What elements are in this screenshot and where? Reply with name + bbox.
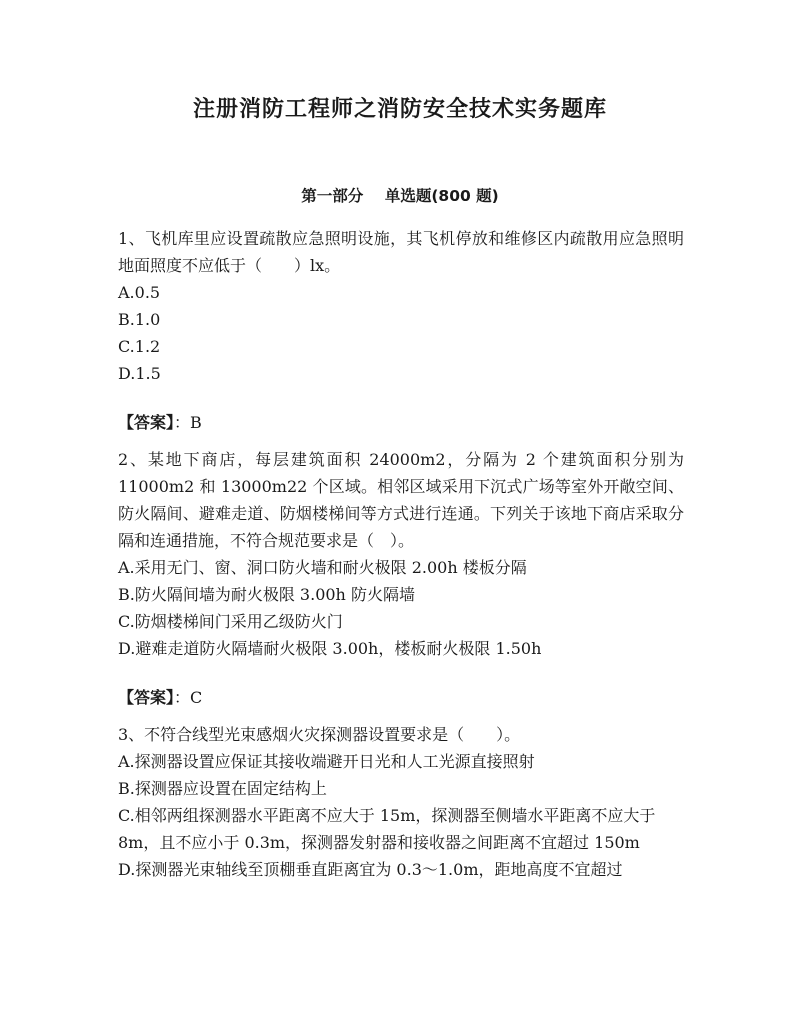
answer-value: ：C [174, 688, 203, 707]
question-list [118, 225, 684, 883]
option-c: C.1.2 [118, 337, 161, 356]
answer-value: ：B [174, 413, 202, 432]
question-1 [118, 225, 684, 436]
option-a: A.探测器设置应保证其接收端避开日光和人工光源直接照射 [118, 752, 535, 771]
option-a: A.0.5 [118, 283, 161, 302]
answer-label: 【答案】 [118, 413, 175, 432]
option-d: D.避难走道防火隔墙耐火极限 3.00h，楼板耐火极限 1.50h [118, 639, 542, 658]
question-stem: 3、不符合线型光束感烟火灾探测器设置要求是（ ）。 [118, 725, 521, 744]
option-c: C.防烟楼梯间门采用乙级防火门 [118, 612, 343, 631]
answer-line [118, 684, 684, 711]
question-stem: 1、飞机库里应设置疏散应急照明设施，其飞机停放和维修区内疏散用应急照明地面照度不应低于（ ）lx。 [118, 229, 684, 275]
question-2 [118, 446, 684, 711]
answer-label: 【答案】 [118, 688, 175, 707]
option-b: B.探测器应设置在固定结构上 [118, 779, 327, 798]
section-title: 第一部分 单选题(800 题) [301, 187, 499, 205]
answer-line [118, 409, 684, 436]
question-stem: 2、某地下商店，每层建筑面积 24000m2，分隔为 2 个建筑面积分别为 11000m2 和 13000m22 个区域。相邻区域采用下沉式广场等室外开敞空间、防火隔间、避难走道、防烟楼梯间等方式进行连通。下列关于该地下商店采取分隔和连通措施，不符合规范要求是（ ）。 [118, 450, 684, 550]
option-c: C.相邻两组探测器水平距离不应大于 15m，探测器至侧墙水平距离不应大于 8m，且不应小于 0.3m，探测器发射器和接收器之间距离不宜超过 150m [118, 806, 656, 852]
option-a: A.采用无门、窗、洞口防火墙和耐火极限 2.00h 楼板分隔 [118, 558, 527, 577]
document-title: 注册消防工程师之消防安全技术实务题库 [192, 97, 607, 122]
option-d: D.1.5 [118, 364, 161, 383]
question-3 [118, 721, 684, 883]
option-b: B.1.0 [118, 310, 161, 329]
option-b: B.防火隔间墙为耐火极限 3.00h 防火隔墙 [118, 585, 415, 604]
option-d: D.探测器光束轴线至顶棚垂直距离宜为 0.3～1.0m，距地高度不宜超过 [118, 860, 623, 879]
